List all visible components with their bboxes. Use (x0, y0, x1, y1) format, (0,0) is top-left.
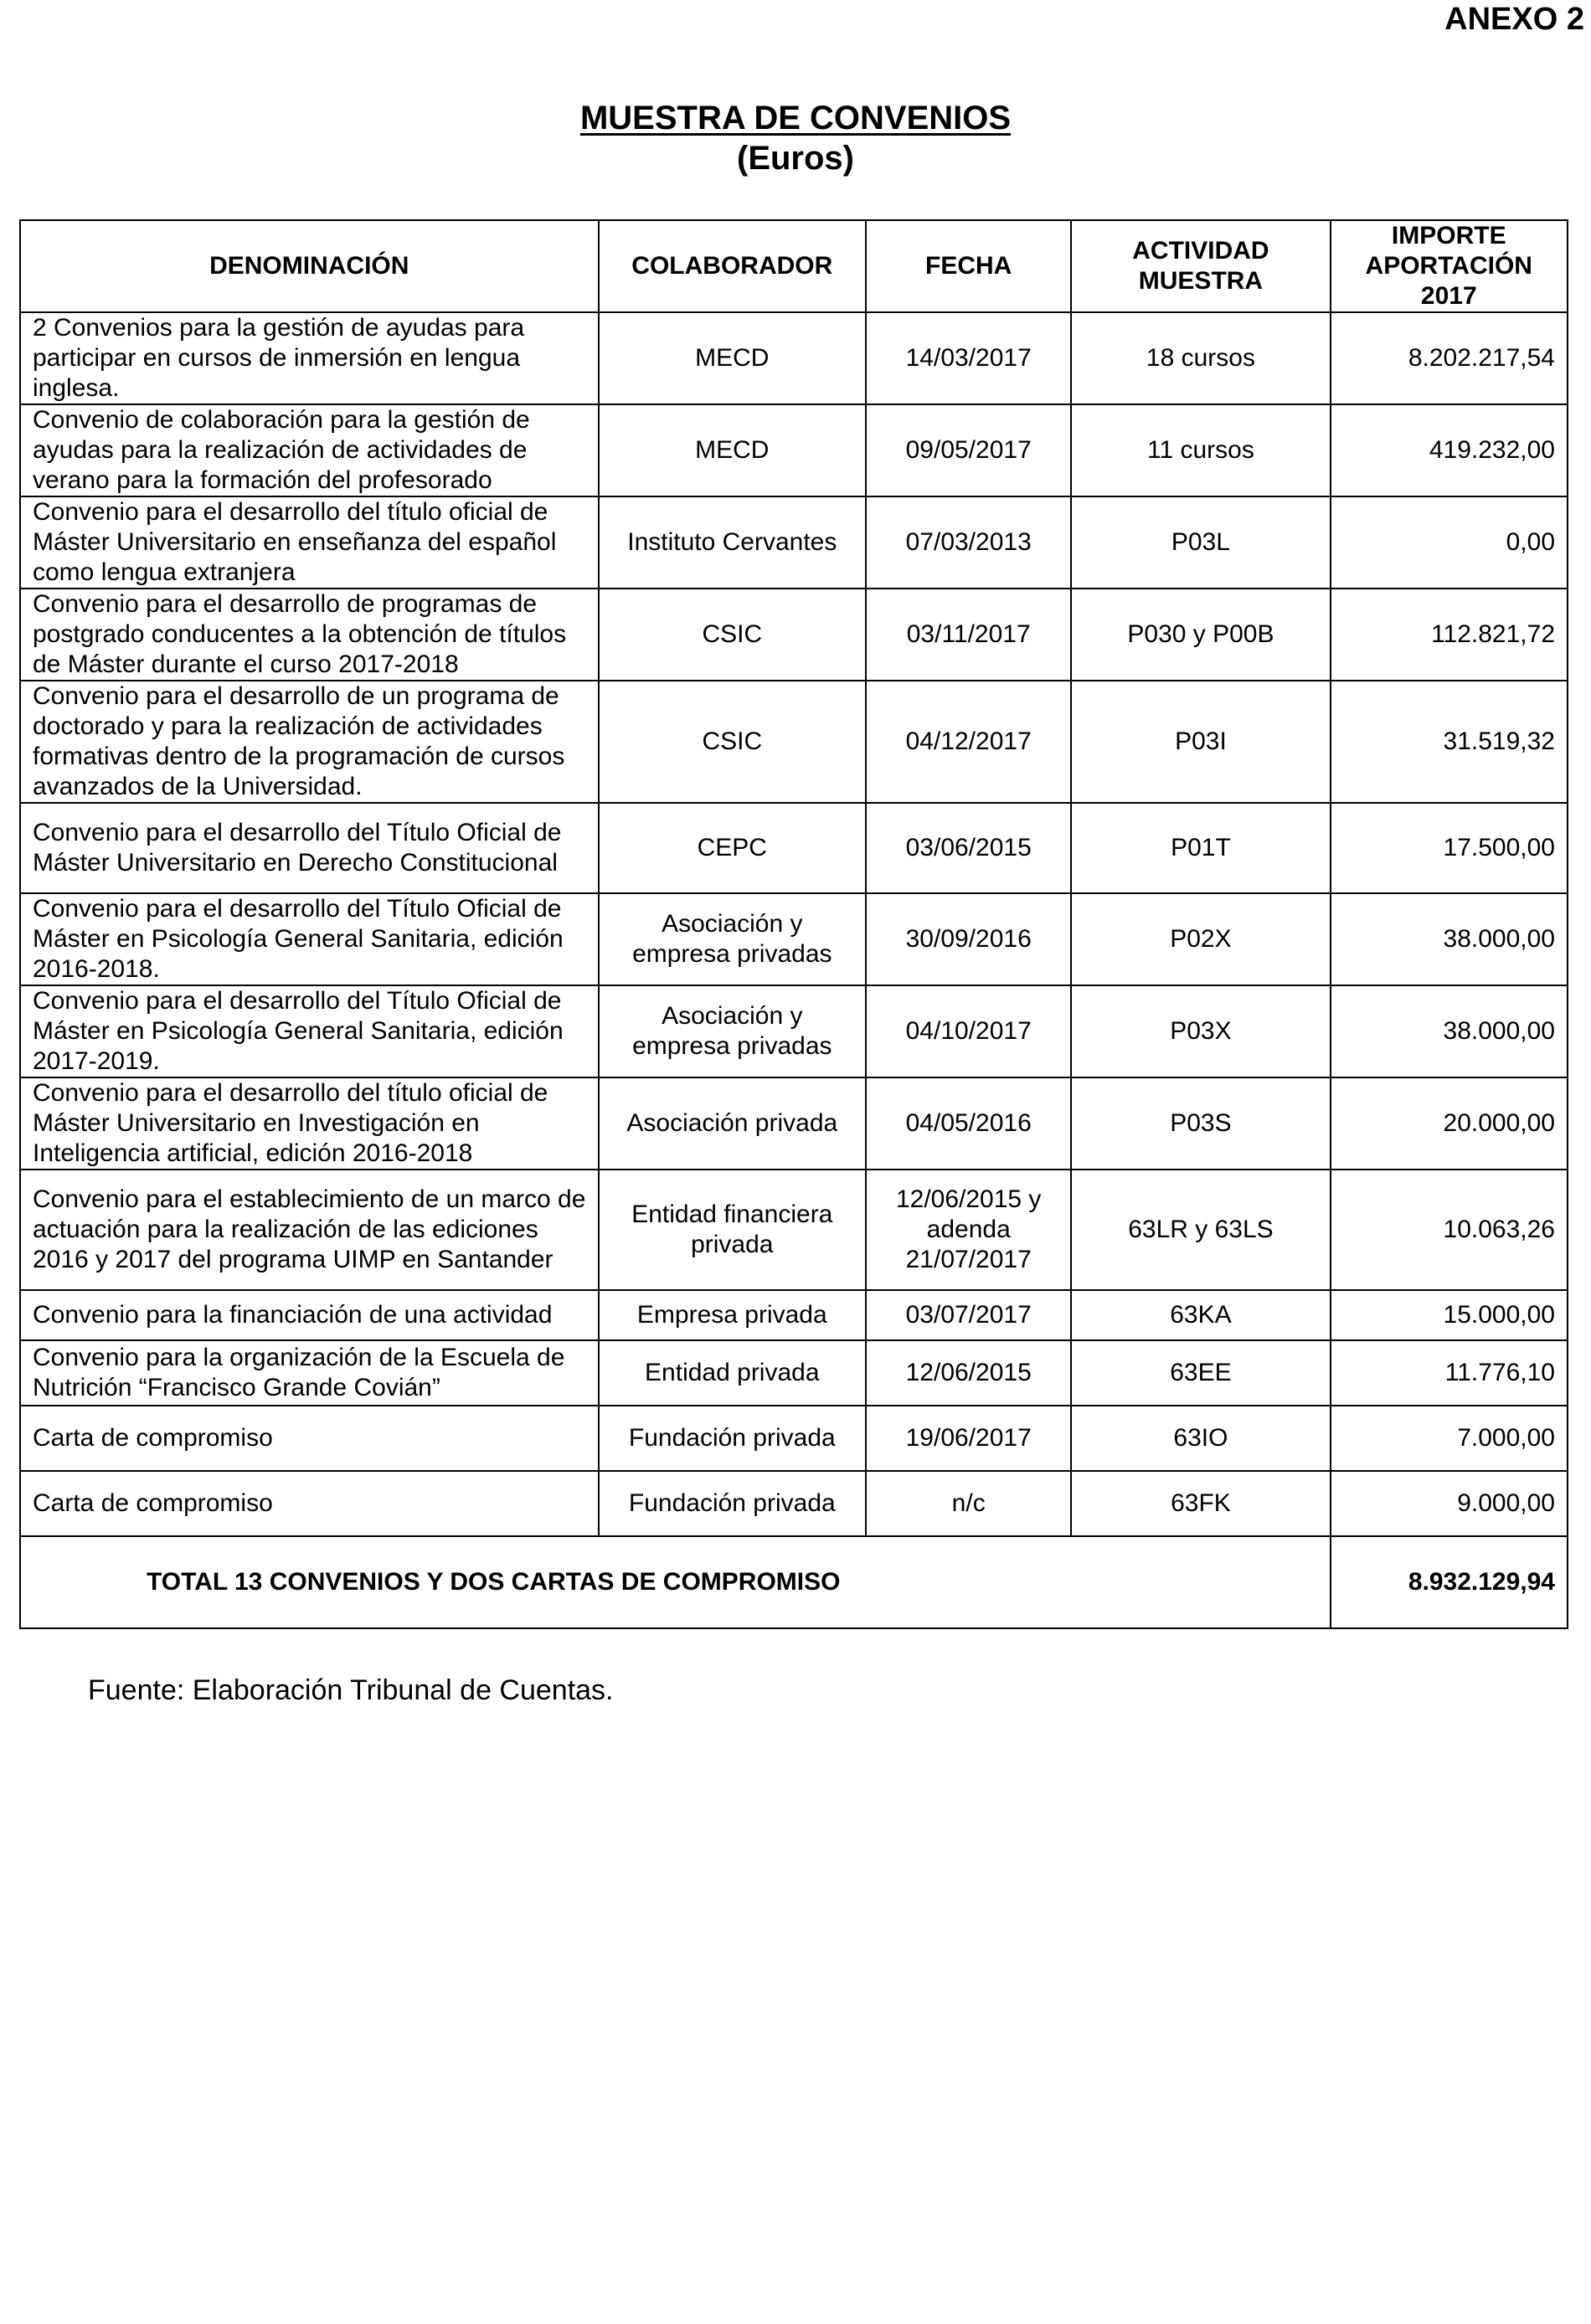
cell-importe: 8.202.217,54 (1331, 312, 1568, 404)
cell-denominacion: Convenio para el desarrollo del Título Oficial de Máster en Psicología General Sanitaria, edición 2016-2018. (20, 893, 599, 985)
cell-fecha: 30/09/2016 (866, 893, 1071, 985)
cell-actividad: 63FK (1071, 1471, 1330, 1536)
cell-importe: 419.232,00 (1331, 404, 1568, 496)
page-subtitle: (Euros) (737, 140, 854, 177)
cell-actividad: P03I (1071, 681, 1330, 803)
cell-denominacion: Convenio de colaboración para la gestión de ayudas para la realización de actividades de verano para la formación del profesorado (20, 404, 599, 496)
agreements-table (19, 219, 1568, 1629)
cell-denominacion: Carta de compromiso (20, 1406, 599, 1471)
table-row (20, 1340, 1568, 1406)
cell-actividad: 11 cursos (1071, 404, 1330, 496)
header-importe (1331, 220, 1568, 312)
cell-importe: 31.519,32 (1331, 681, 1568, 803)
table-row (20, 1170, 1568, 1290)
cell-colaborador: CSIC (599, 589, 867, 681)
cell-actividad: P03S (1071, 1077, 1330, 1170)
cell-importe: 38.000,00 (1331, 893, 1568, 985)
cell-fecha: 07/03/2013 (866, 496, 1071, 589)
cell-actividad: 63LR y 63LS (1071, 1170, 1330, 1290)
annex-label: ANEXO 2 (1444, 2, 1584, 37)
cell-denominacion: Convenio para el desarrollo de un programa de doctorado y para la realización de actividades formativas dentro de la programación de cursos avanzados de la Universidad. (20, 681, 599, 803)
table-row (20, 312, 1568, 404)
table-row (20, 1406, 1568, 1471)
cell-denominacion: Convenio para el desarrollo del Título Oficial de Máster Universitario en Derecho Constitucional (20, 803, 599, 893)
cell-colaborador: Asociación privada (599, 1077, 867, 1170)
cell-importe: 9.000,00 (1331, 1471, 1568, 1536)
table-row (20, 1077, 1568, 1170)
table-row (20, 404, 1568, 496)
cell-actividad: P01T (1071, 803, 1330, 893)
source-note: Fuente: Elaboración Tribunal de Cuentas. (88, 1674, 614, 1706)
cell-colaborador: Entidad financiera privada (599, 1170, 867, 1290)
total-importe: 8.932.129,94 (1331, 1536, 1568, 1628)
cell-colaborador: Asociación y empresa privadas (599, 985, 867, 1077)
cell-importe: 11.776,10 (1331, 1340, 1568, 1406)
cell-colaborador: Entidad privada (599, 1340, 867, 1406)
cell-denominacion: Convenio para el establecimiento de un marco de actuación para la realización de las ediciones 2016 y 2017 del programa UIMP en Santander (20, 1170, 599, 1290)
cell-denominacion: Carta de compromiso (20, 1471, 599, 1536)
cell-fecha: 03/06/2015 (866, 803, 1071, 893)
cell-fecha: 04/10/2017 (866, 985, 1071, 1077)
header-importe-line2: APORTACIÓN (1365, 252, 1532, 280)
cell-denominacion: Convenio para el desarrollo del Título Oficial de Máster en Psicología General Sanitaria, edición 2017-2019. (20, 985, 599, 1077)
cell-fecha: 14/03/2017 (866, 312, 1071, 404)
cell-denominacion: Convenio para el desarrollo del título oficial de Máster Universitario en Investigación en Inteligencia artificial, edición 2016-2018 (20, 1077, 599, 1170)
cell-fecha: 19/06/2017 (866, 1406, 1071, 1471)
table-row (20, 681, 1568, 803)
cell-importe: 20.000,00 (1331, 1077, 1568, 1170)
table-row (20, 985, 1568, 1077)
table-row (20, 1290, 1568, 1340)
header-fecha: FECHA (866, 220, 1071, 312)
table-row (20, 496, 1568, 589)
cell-actividad: P02X (1071, 893, 1330, 985)
table-row (20, 803, 1568, 893)
cell-actividad: 63EE (1071, 1340, 1330, 1406)
cell-denominacion: Convenio para el desarrollo del título oficial de Máster Universitario en enseñanza del español como lengua extranjera (20, 496, 599, 589)
page-title: MUESTRA DE CONVENIOS (579, 100, 1012, 136)
cell-fecha: 04/05/2016 (866, 1077, 1071, 1170)
document-title (0, 98, 1591, 178)
cell-colaborador: Asociación y empresa privadas (599, 893, 867, 985)
cell-fecha: 12/06/2015 y adenda 21/07/2017 (866, 1170, 1071, 1290)
cell-actividad: 63IO (1071, 1406, 1330, 1471)
cell-importe: 7.000,00 (1331, 1406, 1568, 1471)
header-importe-line3: 2017 (1420, 282, 1477, 310)
cell-fecha: 03/07/2017 (866, 1290, 1071, 1340)
table-row (20, 893, 1568, 985)
cell-colaborador: Instituto Cervantes (599, 496, 867, 589)
cell-colaborador: MECD (599, 404, 867, 496)
cell-fecha: 09/05/2017 (866, 404, 1071, 496)
cell-denominacion: 2 Convenios para la gestión de ayudas para participar en cursos de inmersión en lengua inglesa. (20, 312, 599, 404)
cell-importe: 38.000,00 (1331, 985, 1568, 1077)
cell-colaborador: CSIC (599, 681, 867, 803)
cell-colaborador: MECD (599, 312, 867, 404)
cell-fecha: 04/12/2017 (866, 681, 1071, 803)
cell-importe: 0,00 (1331, 496, 1568, 589)
cell-fecha: 03/11/2017 (866, 589, 1071, 681)
cell-denominacion: Convenio para la financiación de una actividad (20, 1290, 599, 1340)
cell-denominacion: Convenio para el desarrollo de programas de postgrado conducentes a la obtención de títulos de Máster durante el curso 2017-2018 (20, 589, 599, 681)
cell-actividad: P03X (1071, 985, 1330, 1077)
cell-colaborador: CEPC (599, 803, 867, 893)
total-row (20, 1536, 1568, 1628)
total-label: TOTAL 13 CONVENIOS Y DOS CARTAS DE COMPROMISO (20, 1536, 1331, 1628)
cell-colaborador: Fundación privada (599, 1406, 867, 1471)
cell-fecha: n/c (866, 1471, 1071, 1536)
cell-importe: 112.821,72 (1331, 589, 1568, 681)
header-colaborador: COLABORADOR (599, 220, 867, 312)
cell-importe: 17.500,00 (1331, 803, 1568, 893)
cell-actividad: P03L (1071, 496, 1330, 589)
cell-actividad: P030 y P00B (1071, 589, 1330, 681)
cell-denominacion: Convenio para la organización de la Escuela de Nutrición “Francisco Grande Covián” (20, 1340, 599, 1406)
cell-colaborador: Fundación privada (599, 1471, 867, 1536)
table-row (20, 1471, 1568, 1536)
table-header-row (20, 220, 1568, 312)
cell-actividad: 63KA (1071, 1290, 1330, 1340)
cell-importe: 10.063,26 (1331, 1170, 1568, 1290)
cell-fecha: 12/06/2015 (866, 1340, 1071, 1406)
table-row (20, 589, 1568, 681)
cell-colaborador: Empresa privada (599, 1290, 867, 1340)
header-actividad: ACTIVIDAD MUESTRA (1071, 220, 1330, 312)
header-importe-line1: IMPORTE (1391, 222, 1506, 249)
header-denominacion: DENOMINACIÓN (20, 220, 599, 312)
cell-actividad: 18 cursos (1071, 312, 1330, 404)
cell-importe: 15.000,00 (1331, 1290, 1568, 1340)
